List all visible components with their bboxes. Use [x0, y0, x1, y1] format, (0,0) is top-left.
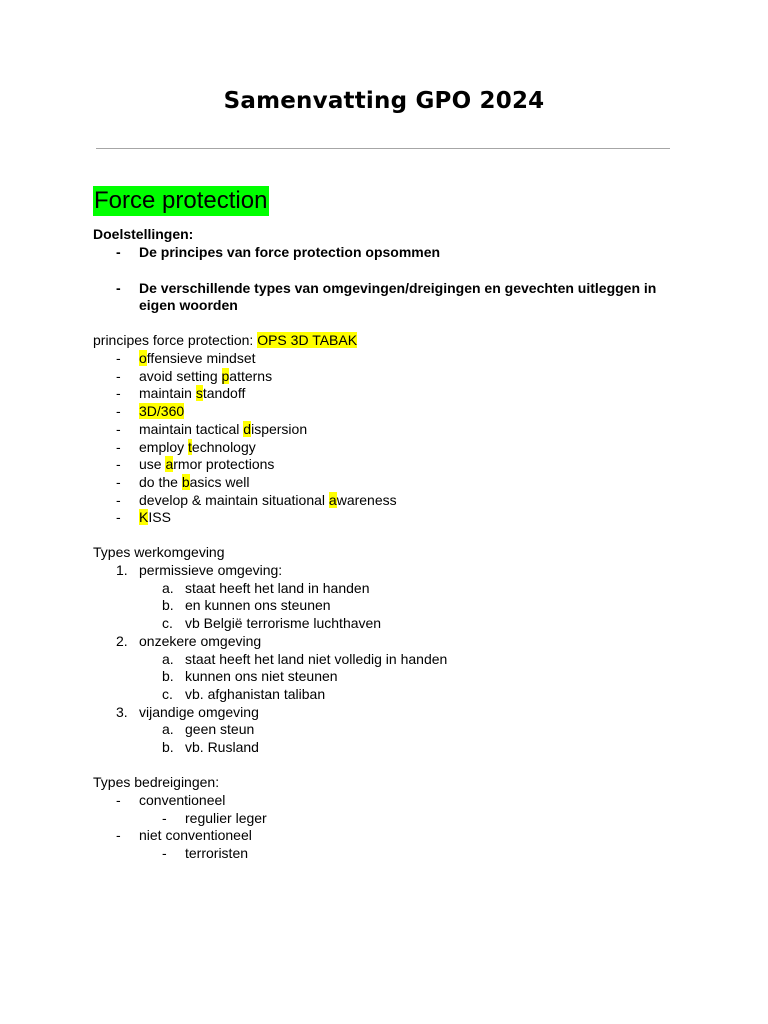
- principle-text: avoid setting: [139, 368, 222, 384]
- principle-text: employ: [139, 439, 189, 455]
- list-letter: c.: [162, 615, 173, 631]
- list-number: 3.: [116, 704, 128, 720]
- principle-highlight: o: [139, 350, 147, 366]
- principle-text: ffensieve mindset: [146, 350, 256, 366]
- list-bullet: -: [116, 350, 121, 366]
- environment-name: vijandige omgeving: [139, 704, 259, 720]
- list-bullet: -: [116, 385, 121, 401]
- principle-text: atterns: [229, 368, 273, 384]
- list-bullet: -: [162, 810, 167, 826]
- list-number: 2.: [116, 633, 128, 649]
- list-letter: a.: [162, 721, 174, 737]
- principle-text: use: [139, 456, 166, 472]
- principle-item: [139, 385, 245, 402]
- principle-text: maintain tactical: [139, 421, 244, 437]
- horizontal-divider: [96, 148, 670, 149]
- list-number: 1.: [116, 562, 128, 578]
- principle-highlight: p: [221, 368, 230, 384]
- list-bullet: -: [162, 845, 167, 861]
- principles-acronym: OPS 3D TABAK: [257, 332, 358, 348]
- principle-text: echnology: [191, 439, 256, 455]
- environment-detail: vb. Rusland: [185, 739, 259, 755]
- threat-example: regulier leger: [185, 810, 267, 826]
- principle-item: [139, 492, 397, 509]
- principle-text: asics well: [189, 474, 250, 490]
- principle-item: [139, 350, 256, 367]
- threats-label: Types bedreigingen:: [93, 774, 220, 790]
- environment-detail: staat heeft het land in handen: [185, 580, 370, 596]
- principle-text: wareness: [336, 492, 397, 508]
- principle-item: [139, 421, 307, 438]
- principle-text: maintain: [139, 385, 196, 401]
- list-letter: a.: [162, 580, 174, 596]
- environment-detail: vb. afghanistan taliban: [185, 686, 326, 702]
- list-letter: b.: [162, 668, 174, 684]
- environment-detail: vb België terrorisme luchthaven: [185, 615, 382, 631]
- environment-detail: kunnen ons niet steunen: [185, 668, 338, 684]
- environment-detail: en kunnen ons steunen: [185, 597, 331, 613]
- principle-item: [139, 439, 256, 456]
- list-bullet: -: [116, 403, 121, 419]
- environment-name: permissieve omgeving:: [139, 562, 283, 578]
- environment-detail: geen steun: [185, 721, 255, 737]
- principle-text: do the: [139, 474, 182, 490]
- list-bullet: -: [116, 474, 121, 490]
- objective-item: De principes van force protection opsommen: [139, 244, 441, 260]
- principle-item: [139, 509, 171, 526]
- list-bullet: -: [116, 492, 121, 508]
- objective-item: De verschillende types van omgevingen/dreigingen en gevechten uitleggen in eigen woorden: [139, 280, 657, 313]
- document-title: Samenvatting GPO 2024: [223, 88, 545, 114]
- list-letter: c.: [162, 686, 173, 702]
- list-letter: b.: [162, 739, 174, 755]
- principle-item: [139, 456, 274, 473]
- principle-text: ispersion: [251, 421, 308, 437]
- section-heading: Force protection: [94, 187, 268, 214]
- list-letter: b.: [162, 597, 174, 613]
- environments-label: Types werkomgeving: [93, 544, 225, 560]
- list-bullet: -: [116, 368, 121, 384]
- objectives-label: Doelstellingen:: [93, 226, 194, 242]
- principle-highlight: s: [195, 385, 203, 401]
- environment-name: onzekere omgeving: [139, 633, 262, 649]
- list-bullet: -: [116, 280, 121, 296]
- threat-name: conventioneel: [139, 792, 226, 808]
- list-bullet: -: [116, 827, 121, 843]
- list-bullet: -: [116, 244, 121, 260]
- list-bullet: -: [116, 456, 121, 472]
- principle-highlight: t: [188, 439, 192, 455]
- principle-text: tandoff: [202, 385, 246, 401]
- threat-name: niet conventioneel: [139, 827, 252, 843]
- principle-highlight: K: [139, 509, 149, 525]
- principle-highlight: a: [165, 456, 174, 472]
- principle-highlight: d: [243, 421, 252, 437]
- environment-detail: staat heeft het land niet volledig in handen: [185, 651, 448, 667]
- list-bullet: -: [116, 421, 121, 437]
- threat-example: terroristen: [185, 845, 249, 861]
- principle-item: [139, 368, 272, 385]
- principle-text: ISS: [148, 509, 171, 525]
- principle-text: rmor protections: [173, 456, 275, 472]
- principle-highlight: b: [181, 474, 190, 490]
- principle-highlight: a: [328, 492, 337, 508]
- list-bullet: -: [116, 792, 121, 808]
- principle-highlight: 3D/360: [139, 403, 185, 419]
- principles-intro-text: principes force protection:: [93, 332, 258, 348]
- principles-intro: [93, 332, 357, 349]
- principle-item: [139, 403, 184, 420]
- principle-item: [139, 474, 250, 491]
- list-bullet: -: [116, 509, 121, 525]
- list-letter: a.: [162, 651, 174, 667]
- principle-text: develop & maintain situational: [139, 492, 329, 508]
- list-bullet: -: [116, 439, 121, 455]
